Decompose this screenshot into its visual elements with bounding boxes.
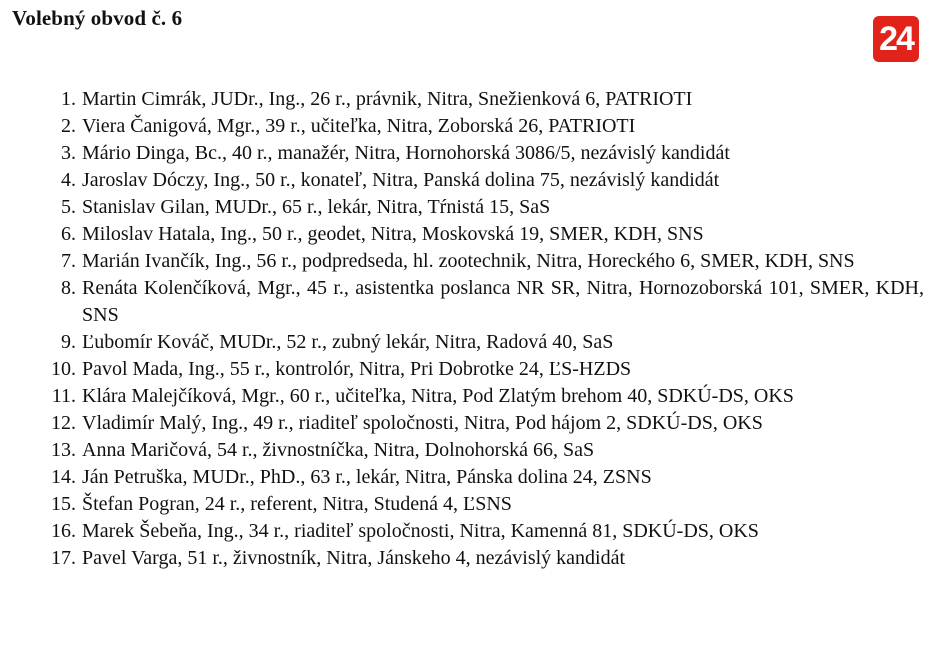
list-item — [30, 194, 924, 221]
item-number: 3. — [61, 142, 76, 164]
list-item — [30, 410, 924, 437]
candidate-list — [30, 86, 924, 572]
item-text: Klára Malejčíková, Mgr., 60 r., učiteľka, Nitra, Pod Zlatým brehom 40, SDKÚ-DS, OKS — [82, 385, 794, 407]
item-number: 12. — [51, 412, 76, 434]
item-text: Stanislav Gilan, MUDr., 65 r., lekár, Nitra, Tŕnistá 15, SaS — [82, 196, 551, 218]
list-item — [30, 248, 924, 275]
item-number: 2. — [61, 115, 76, 137]
item-number: 16. — [51, 520, 76, 542]
item-text: Martin Cimrák, JUDr., Ing., 26 r., právnik, Nitra, Snežienková 6, PATRIOTI — [82, 88, 693, 110]
list-item — [30, 275, 924, 329]
page-title: Volebný obvod č. 6 — [12, 6, 183, 30]
item-text: Mário Dinga, Bc., 40 r., manažér, Nitra, Hornohorská 3086/5, nezávislý kandidát — [82, 142, 730, 164]
item-number: 10. — [51, 358, 76, 380]
item-text: Miloslav Hatala, Ing., 50 r., geodet, Nitra, Moskovská 19, SMER, KDH, SNS — [82, 223, 704, 245]
item-text: Viera Čanigová, Mgr., 39 r., učiteľka, Nitra, Zoborská 26, PATRIOTI — [82, 115, 636, 137]
item-number: 14. — [51, 466, 76, 488]
item-text: Pavel Varga, 51 r., živnostník, Nitra, Jánskeho 4, nezávislý kandidát — [82, 547, 626, 569]
list-item — [30, 167, 924, 194]
list-item — [30, 329, 924, 356]
item-number: 11. — [51, 385, 76, 407]
item-number: 17. — [51, 547, 76, 569]
item-text: Marián Ivančík, Ing., 56 r., podpredseda, hl. zootechnik, Nitra, Horeckého 6, SMER, KDH, SNS — [82, 250, 855, 272]
list-item — [30, 545, 924, 572]
item-text: Jaroslav Dóczy, Ing., 50 r., konateľ, Nitra, Panská dolina 75, nezávislý kandidát — [82, 169, 720, 191]
list-item — [30, 356, 924, 383]
item-number: 13. — [51, 439, 76, 461]
item-text: Vladimír Malý, Ing., 49 r., riaditeľ spoločnosti, Nitra, Pod hájom 2, SDKÚ-DS, OKS — [82, 412, 763, 434]
tv24-logo — [873, 16, 919, 62]
list-item — [30, 491, 924, 518]
item-number: 1. — [61, 88, 76, 110]
list-item — [30, 518, 924, 545]
item-text: Anna Maričová, 54 r., živnostníčka, Nitra, Dolnohorská 66, SaS — [82, 439, 595, 461]
list-item — [30, 86, 924, 113]
item-text: Marek Šebeňa, Ing., 34 r., riaditeľ spoločnosti, Nitra, Kamenná 81, SDKÚ-DS, OKS — [82, 520, 759, 542]
logo-text: 24 — [879, 20, 913, 58]
item-text: Ján Petruška, MUDr., PhD., 63 r., lekár, Nitra, Pánska dolina 24, ZSNS — [82, 466, 652, 488]
item-number: 6. — [61, 223, 76, 245]
list-item — [30, 437, 924, 464]
item-text: Štefan Pogran, 24 r., referent, Nitra, Studená 4, ĽSNS — [82, 493, 512, 515]
item-number: 8. — [61, 277, 76, 299]
list-item — [30, 221, 924, 248]
list-item — [30, 113, 924, 140]
item-number: 15. — [51, 493, 76, 515]
item-number: 5. — [61, 196, 76, 218]
item-text: Ľubomír Kováč, MUDr., 52 r., zubný lekár, Nitra, Radová 40, SaS — [82, 331, 614, 353]
list-item — [30, 464, 924, 491]
list-item — [30, 383, 924, 410]
item-text: Pavol Mada, Ing., 55 r., kontrolór, Nitra, Pri Dobrotke 24, ĽS-HZDS — [82, 358, 632, 380]
item-number: 7. — [61, 250, 76, 272]
item-text: Renáta Kolenčíková, Mgr., 45 r., asistentka poslanca NR SR, Nitra, Hornozoborská 101, SMER, KDH, SNS — [82, 277, 924, 326]
list-item — [30, 140, 924, 167]
item-number: 9. — [61, 331, 76, 353]
item-number: 4. — [61, 169, 76, 191]
